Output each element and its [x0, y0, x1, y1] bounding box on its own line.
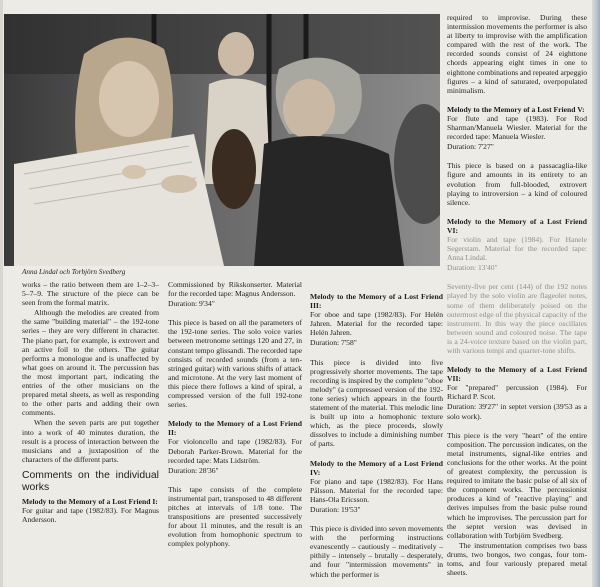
paragraph: This piece is based on all the parameters of the 192-tone series. The solo voice varies between metronome settings 120 and 27, in constant tempo glissandi. The recorded tape consists of recorded sounds (from a ten-stringed guitar) with various shifts of attack and microtone. At the very last moment of this piece there follows a kind of spiral, a compressed version of the full 192-tone series. — [168, 318, 302, 410]
melody-title: Melody to the Memory of a Lost Friend IV: — [310, 458, 443, 477]
paragraph: This piece is divided into seven movements with the performing instructions evanescently – cautiously – meditatively – pithily – intensely – brutally – desperately, and four "intermission movements" in which the performer is — [310, 524, 443, 579]
musicians-photo — [4, 14, 440, 266]
melody-title: Melody to the Memory of a Lost Friend I: — [22, 496, 158, 506]
paragraph: This tape consists of the complete instrumental part, transposed to 48 different pitches at intervals of 1/8 tone. The transpositions are presented successively for about 11 minutes, and the result is an evolution from homophonic spectrum to complex polyphony. — [168, 484, 302, 549]
melody-title: Melody to the Memory of a Lost Friend VII: — [447, 365, 587, 384]
duration: Duration: 19'53" — [310, 504, 361, 514]
duration: Duration: 9'34" — [168, 299, 215, 309]
paragraph: When the seven parts are put together into a work of 40 minutes duration, the result is a process of interaction between the musicians and a juxtaposition of the characters of the different parts. — [22, 418, 159, 464]
melody-title: Melody to the Memory of a Lost Friend VI: — [447, 216, 587, 235]
paragraph: This piece is divided into five progressively shorter movements. The tape recording is inspired by the complete "oboe melody" (a compressed version of the 192-tone series) which appears in the fourth statement of the material. This melodic line is built up into a homophonic texture which, as the piece proceeds, slowly dissolves to include a diminishing number of parts. — [310, 357, 443, 449]
melody-text: For violin and tape (1984). For Hanele Segerstam. Material for the recorded tape: Anna Lindal. — [447, 234, 587, 263]
page-left-edge — [0, 0, 3, 587]
duration: Duration: 7'27" — [447, 142, 494, 152]
duration: Duration: 13'40" — [447, 263, 498, 273]
duration: Duration: 28'36" — [168, 465, 219, 475]
melody-title: Melody to the Memory of a Lost Friend II: — [168, 419, 302, 438]
duration: Duration: 7'58" — [310, 338, 357, 348]
melody-text: For "prepared" percussion (1984). For Richard P. Scot. — [447, 383, 587, 402]
photo-caption: Anna Lindal och Torbjörn Svedberg — [22, 268, 126, 276]
melody-text: For guitar and tape (1982/83). For Magnus Andersson. — [22, 505, 159, 525]
text-column-1 — [22, 280, 159, 525]
photo-illustration — [4, 14, 440, 266]
melody-text: For violoncello and tape (1982/83). For Deborah Parker-Brown. Material for the recorded tape: Mats Lidström. — [168, 437, 302, 465]
paragraph: Commissioned by Rikskonserter. Material for the recorded tape: Magnus Andersson. — [168, 280, 302, 299]
paragraph: The instrumentation comprises two bass drums, two bongos, two congas, four tom-toms, and four variously prepared metal sheets. — [447, 540, 587, 578]
paragraph: This piece is based on a passacaglia-like figure and amounts in its entirety to an evolution from full-blooded, extrovert playing to introversion – a kind of coloured silence. — [447, 161, 587, 207]
paragraph: Although the melodies are created from the same "building material" – the 192-tone series – they are very different in character. The piano part, for example, is extrovert and an active foil to the others. The guitar performs a monologue and is unaffected by what goes on around it. The percussion has the most important part, indicating the entries of the other musicians on the prepared metal sheets, as well as responding to the other parts and adding their own comments. — [22, 308, 159, 418]
paragraph: This piece is the very "heart" of the entire composition. The percussion indicates, on the metal instruments, signal-like entries and conclusions for the other works. At the point of greatest complexity, the percussion is required to imitate the basic pulse of all six of the component works. The percussionist produces a kind of "reactive playing" and derives impulses from the basic pulse round which he improvises. The percussion part for the septet version was devised in collaboration with Torbjörn Svedberg. — [447, 430, 587, 540]
page-right-edge — [592, 0, 600, 587]
paragraph: required to improvise. During these intermission movements the performer is also at liberty to improvise with the amplification compared with the rest of the work. The recorded sounds consist of 24 eighttone chords appearing eight times in one to eighttone combinations and repeated arpeggio figures – a kind of saturated, overpopulated minimalism. — [447, 13, 588, 95]
melody-title: Melody to the Memory of a Lost Friend III: — [310, 292, 443, 311]
paragraph: works – the ratio between them are 1–2–3–5–7–9. The structure of the piece can be seen from the formal matrix. — [22, 280, 159, 308]
section-heading: Comments on the individual works — [22, 469, 159, 493]
melody-title: Melody to the Memory of a Lost Friend V: — [447, 104, 585, 114]
melody-text: For piano and tape (1982/83). For Hans Pålsson. Material for the recorded tape: Hans-Ola Ericsson. — [310, 476, 443, 504]
text-column-2 — [168, 280, 302, 549]
text-column-4 — [447, 13, 587, 578]
melody-text: For oboe and tape (1982/83). For Helén Jahren. Material for the recorded tape: Helén Jahren. — [310, 310, 443, 338]
text-column-3 — [310, 292, 443, 580]
duration: Duration: 39'27" in septet version (39'53 as a solo work). — [447, 402, 587, 421]
melody-text: For flute and tape (1983). For Rod Sharman/Manuela Wiesler. Material for the recorded tape: Manuela Wiesler. — [447, 113, 587, 142]
paragraph: Seventy-five per cent (144) of the 192 notes played by the solo violin are flageolet notes, some of them deliberately poised on the outermost edge of the physical capacity of the instrument. In this way the piece oscillates between sound and coloured noise. The tape is a 24-voice texture based on the violin part, with various tempi and quarter-tone shifts. — [447, 282, 587, 355]
